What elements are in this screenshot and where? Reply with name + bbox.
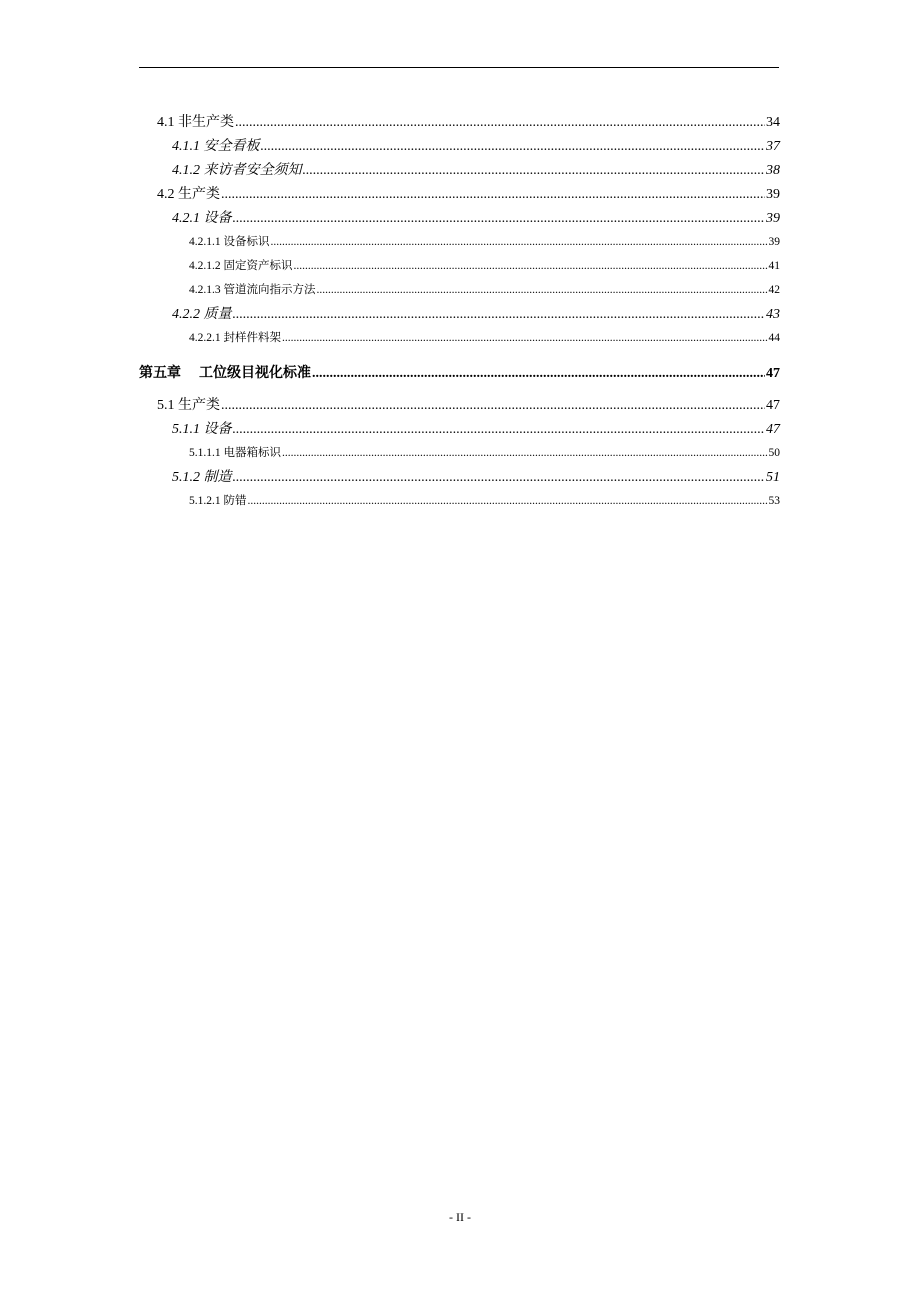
toc-leader-dots: [317, 284, 768, 298]
toc-label: 5.1.1.1 电器箱标识: [189, 447, 281, 459]
toc-label: 4.1 非生产类: [157, 115, 234, 130]
toc-page-number: 42: [768, 284, 780, 296]
toc-page-number: 34: [766, 115, 780, 130]
toc-leader-dots: [235, 115, 765, 132]
toc-entry-4-2[interactable]: [157, 187, 780, 204]
toc-entry-4-2-1-2[interactable]: [189, 260, 780, 274]
toc-page-number: 51: [766, 470, 780, 485]
toc-label: 5.1.2.1 防错: [189, 495, 247, 507]
toc-leader-dots: [233, 307, 766, 324]
toc-page-number: 41: [768, 260, 780, 272]
toc-label: 4.2.1.2 固定资产标识: [189, 260, 293, 272]
toc-page-number: 39: [766, 187, 780, 202]
toc-page-number: 38: [766, 163, 780, 178]
toc-entry-5-1-1-1[interactable]: [189, 447, 780, 461]
toc-entry-4-1[interactable]: [157, 115, 780, 132]
header-rule: [139, 67, 779, 68]
toc-entry-4-2-1-1[interactable]: [189, 236, 780, 250]
page-footer-number: - II -: [449, 1210, 471, 1224]
toc-label: 4.2.1 设备: [172, 211, 232, 226]
toc-leader-dots: [233, 422, 766, 439]
toc-leader-dots: [271, 236, 768, 250]
toc-leader-dots: [221, 187, 765, 204]
toc-leader-dots: [248, 495, 768, 509]
toc-label: 5.1.1 设备: [172, 422, 232, 437]
toc-label: 4.2.1.3 管道流向指示方法: [189, 284, 316, 296]
toc-entry-5-1-2[interactable]: [172, 470, 780, 487]
toc-leader-dots: [303, 163, 766, 180]
toc-label: 工位级目视化标准: [199, 366, 311, 381]
toc-label: 4.2 生产类: [157, 187, 220, 202]
toc-label: 5.1.2 制造: [172, 470, 232, 485]
toc-page-number: 37: [766, 139, 780, 154]
toc-leader-dots: [312, 366, 765, 383]
toc-entry-4-2-1-3[interactable]: [189, 284, 780, 298]
toc-leader-dots: [233, 211, 766, 228]
toc-page-number: 53: [768, 495, 780, 507]
toc-label: 4.1.2 来访者安全须知: [172, 163, 302, 178]
toc-leader-dots: [294, 260, 768, 274]
toc-label: 4.2.2.1 封样件料架: [189, 332, 281, 344]
toc-page-number: 39: [768, 236, 780, 248]
toc-entry-4-2-2[interactable]: [172, 307, 780, 324]
toc-label: 5.1 生产类: [157, 398, 220, 413]
toc-page-number: 47: [766, 398, 780, 413]
toc-page-number: 47: [766, 422, 780, 437]
toc-chapter-number: 第五章: [139, 366, 181, 381]
toc-page-number: 47: [766, 366, 780, 381]
toc-entry-5-1-1[interactable]: [172, 422, 780, 439]
toc-entry-4-2-2-1[interactable]: [189, 332, 780, 346]
toc-leader-dots: [221, 398, 765, 415]
toc-page-number: 43: [766, 307, 780, 322]
toc-page-number: 44: [768, 332, 780, 344]
toc-leader-dots: [282, 447, 768, 461]
toc-label: 4.2.2 质量: [172, 307, 232, 322]
toc-page-number: 39: [766, 211, 780, 226]
toc-leader-dots: [282, 332, 768, 346]
toc-label: 4.2.1.1 设备标识: [189, 236, 270, 248]
toc-entry-4-1-1[interactable]: [172, 139, 780, 156]
toc-entry-4-1-2[interactable]: [172, 163, 780, 180]
toc-entry-5-1-2-1[interactable]: [189, 495, 780, 509]
toc-entry-5-1[interactable]: [157, 398, 780, 415]
toc-entry-chapter-5[interactable]: [139, 366, 780, 383]
toc-leader-dots: [261, 139, 766, 156]
toc-label: 4.1.1 安全看板: [172, 139, 260, 154]
toc-page-number: 50: [768, 447, 780, 459]
toc-leader-dots: [233, 470, 766, 487]
toc-entry-4-2-1[interactable]: [172, 211, 780, 228]
